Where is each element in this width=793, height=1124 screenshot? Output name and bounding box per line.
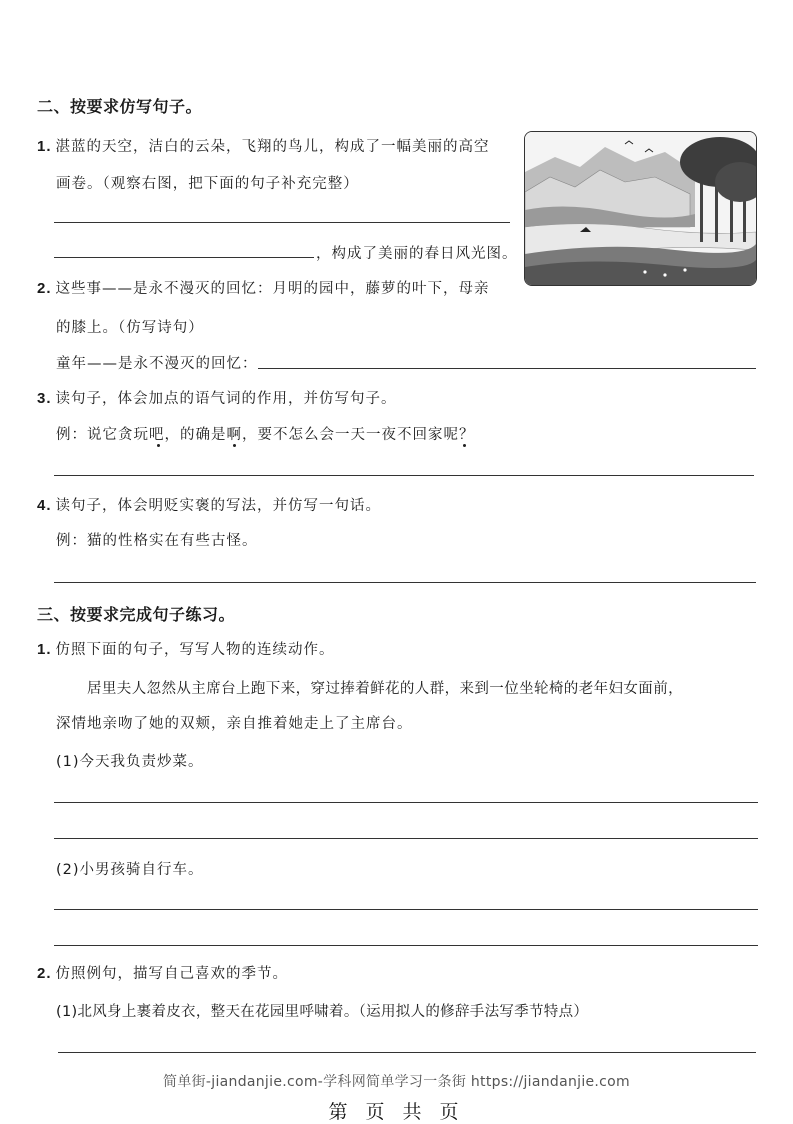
question-text: 仿照例句，描写自己喜欢的季节。 bbox=[55, 966, 289, 982]
question-3-line-1 bbox=[37, 387, 397, 408]
answer-line[interactable] bbox=[54, 802, 758, 803]
page-number: 第 页 共 页 bbox=[328, 1101, 465, 1123]
question-2-line-2: 的膝上。（仿写诗句） bbox=[56, 320, 204, 336]
answer-line[interactable] bbox=[54, 909, 758, 910]
question-3-example: 例：说它贪玩吧，的确是啊，要不怎么会一天一夜不回家呢？ bbox=[56, 427, 475, 443]
question-2-line-1 bbox=[37, 277, 490, 298]
spring-scenery-illustration bbox=[524, 131, 757, 286]
question-number: 2. bbox=[37, 280, 52, 297]
question-4-line-1 bbox=[37, 494, 381, 515]
question-text: 读句子，体会明贬实褒的写法，并仿写一句话。 bbox=[55, 498, 382, 514]
answer-line[interactable] bbox=[54, 257, 314, 258]
example-paragraph-line-1: 居里夫人忽然从主席台上跑下来，穿过捧着鲜花的人群，来到一位坐轮椅的老年妇女面前， bbox=[87, 681, 683, 697]
section-3-question-2 bbox=[37, 962, 288, 983]
emphasis-dot bbox=[157, 444, 160, 447]
question-text: 读句子，体会加点的语气词的作用，并仿写句子。 bbox=[55, 391, 397, 407]
question-text: 仿照下面的句子，写写人物的连续动作。 bbox=[55, 642, 335, 658]
question-number: 1. bbox=[37, 641, 52, 658]
question-number: 1. bbox=[37, 138, 52, 155]
question-text: 湛蓝的天空，洁白的云朵，飞翔的鸟儿，构成了一幅美丽的高空 bbox=[55, 139, 490, 155]
example-paragraph-line-2: 深情地亲吻了她的双颊，亲自推着她走上了主席台。 bbox=[56, 716, 413, 732]
question-1-tail: ，构成了美丽的春日风光图。 bbox=[316, 246, 518, 262]
answer-line[interactable] bbox=[54, 945, 758, 946]
sub-question-2: (2)小男孩骑自行车。 bbox=[56, 862, 204, 878]
landscape-icon bbox=[525, 132, 756, 285]
question-number: 2. bbox=[37, 965, 52, 982]
question-number: 4. bbox=[37, 497, 52, 514]
sub-question-1: (1)北风身上裹着皮衣，整天在花园里呼啸着。（运用拟人的修辞手法写季节特点） bbox=[56, 1004, 589, 1020]
footer-watermark: 简单街-jiandanjie.com-学科网简单学习一条街 https://jiandanjie.com bbox=[163, 1074, 630, 1090]
question-2-prompt: 童年——是永不漫灭的回忆： bbox=[56, 356, 258, 372]
answer-line[interactable] bbox=[54, 838, 758, 839]
question-1-line-2: 画卷。（观察右图，把下面的句子补充完整） bbox=[56, 176, 359, 192]
answer-line[interactable] bbox=[54, 475, 754, 476]
emphasis-dot bbox=[233, 444, 236, 447]
section-3-question-1 bbox=[37, 638, 335, 659]
answer-line[interactable] bbox=[58, 1052, 756, 1053]
question-4-example: 例：猫的性格实在有些古怪。 bbox=[56, 533, 258, 549]
answer-line[interactable] bbox=[54, 582, 756, 583]
question-text: 这些事——是永不漫灭的回忆：月明的园中，藤萝的叶下，母亲 bbox=[55, 281, 490, 297]
sub-question-1: (1)今天我负责炒菜。 bbox=[56, 754, 204, 770]
answer-line[interactable] bbox=[54, 222, 510, 223]
section-2-title: 二、按要求仿写句子。 bbox=[37, 97, 203, 116]
emphasis-dot bbox=[463, 444, 466, 447]
section-3-title: 三、按要求完成句子练习。 bbox=[37, 605, 236, 624]
question-number: 3. bbox=[37, 390, 52, 407]
answer-line[interactable] bbox=[258, 368, 756, 369]
question-1-line-1 bbox=[37, 135, 490, 156]
